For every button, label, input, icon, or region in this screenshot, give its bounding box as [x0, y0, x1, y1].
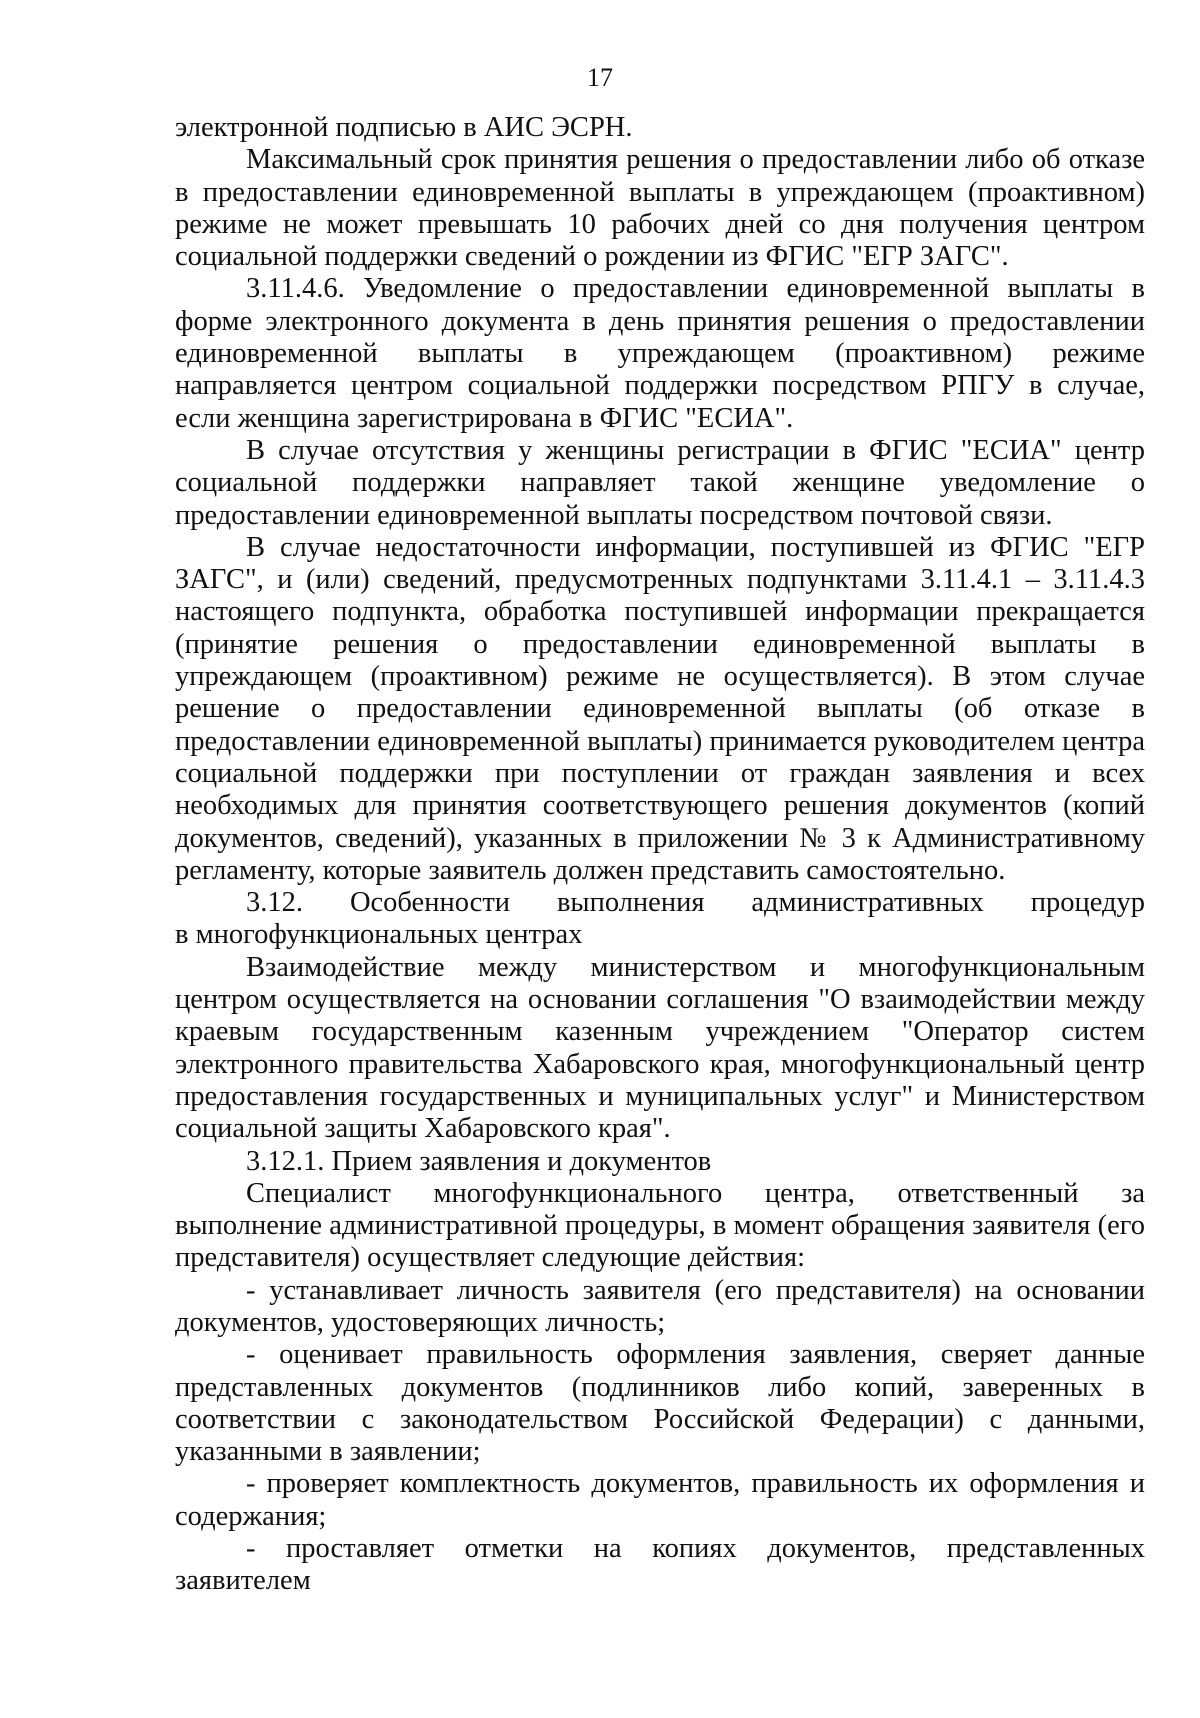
paragraph-6: Взаимодействие между министерством и многофункциональным центром осуществляется на основании соглашения "О взаимодействии между краевым государственным казенным учреждением "Оператор систем электронного правительства Хабаровского края, многофункциональный центр предоставления государственных и муниципальных услуг" и Министерством социальной защиты Хабаровского края".	[175, 951, 1145, 1145]
paragraph-4: В случае отсутствия у женщины регистрации в ФГИС "ЕСИА" центр социальной поддержки направляет такой женщине уведомление о предоставлении единовременной выплаты посредством почтовой связи.	[175, 434, 1145, 531]
section-heading-3-12-cont: в многофункциональных центрах	[175, 919, 583, 951]
list-item-3: - проверяет комплектность документов, правильность их оформления и содержания;	[175, 1468, 1145, 1532]
section-heading-3-12: 3.12. Особенности выполнения административных процедур	[246, 887, 1145, 919]
paragraph-7: Специалист многофункционального центра, ответственный за выполнение административной процедуры, в момент обращения заявителя (его представителя) осуществляет следующие действия:	[175, 1177, 1145, 1274]
document-body	[175, 112, 1145, 1598]
paragraph-2: Максимальный срок принятия решения о предоставлении либо об отказе в предоставлении единовременной выплаты в упреждающем (проактивном) режиме не может превышать 10 рабочих дней со дня получения центром социальной поддержки сведений о рождении из ФГИС "ЕГР ЗАГС".	[175, 144, 1145, 273]
paragraph-1: электронной подписью в АИС ЭСРН.	[175, 112, 633, 143]
paragraph-3: 3.11.4.6. Уведомление о предоставлении единовременной выплаты в форме электронного документа в день принятия решения о предоставлении единовременной выплаты в упреждающем (проактивном) режиме направляется центром социальной поддержки посредством РПГУ в случае, если женщина зарегистрирована в ФГИС "ЕСИА".	[175, 273, 1145, 434]
list-item-4: - проставляет отметки на копиях документов, представленных заявителем	[175, 1533, 1145, 1597]
paragraph-5: В случае недостаточности информации, поступившей из ФГИС "ЕГР ЗАГС", и (или) сведений, предусмотренных подпунктами 3.11.4.1 – 3.11.4.3 настоящего подпункта, обработка поступившей информации прекращается (принятие решения о предоставлении единовременной выплаты в упреждающем (проактивном) режиме не осуществляется). В этом случае решение о предоставлении единовременной выплаты (об отказе в предоставлении единовременной выплаты) принимается руководителем центра социальной поддержки при поступлении от граждан заявления и всех необходимых для принятия соответствующего решения документов (копий документов, сведений), указанных в приложении № 3 к Административному регламенту, которые заявитель должен представить самостоятельно.	[175, 531, 1145, 886]
subsection-heading-3-12-1: 3.12.1. Прием заявления и документов	[246, 1145, 712, 1177]
page-number: 17	[587, 63, 613, 92]
list-item-1: - устанавливает личность заявителя (его представителя) на основании документов, удостоверяющих личность;	[175, 1274, 1145, 1338]
list-item-2: - оценивает правильность оформления заявления, сверяет данные представленных документов (подлинников либо копий, заверенных в соответствии с законодательством Российской Федерации) с данными, указанными в заявлении;	[175, 1339, 1145, 1468]
